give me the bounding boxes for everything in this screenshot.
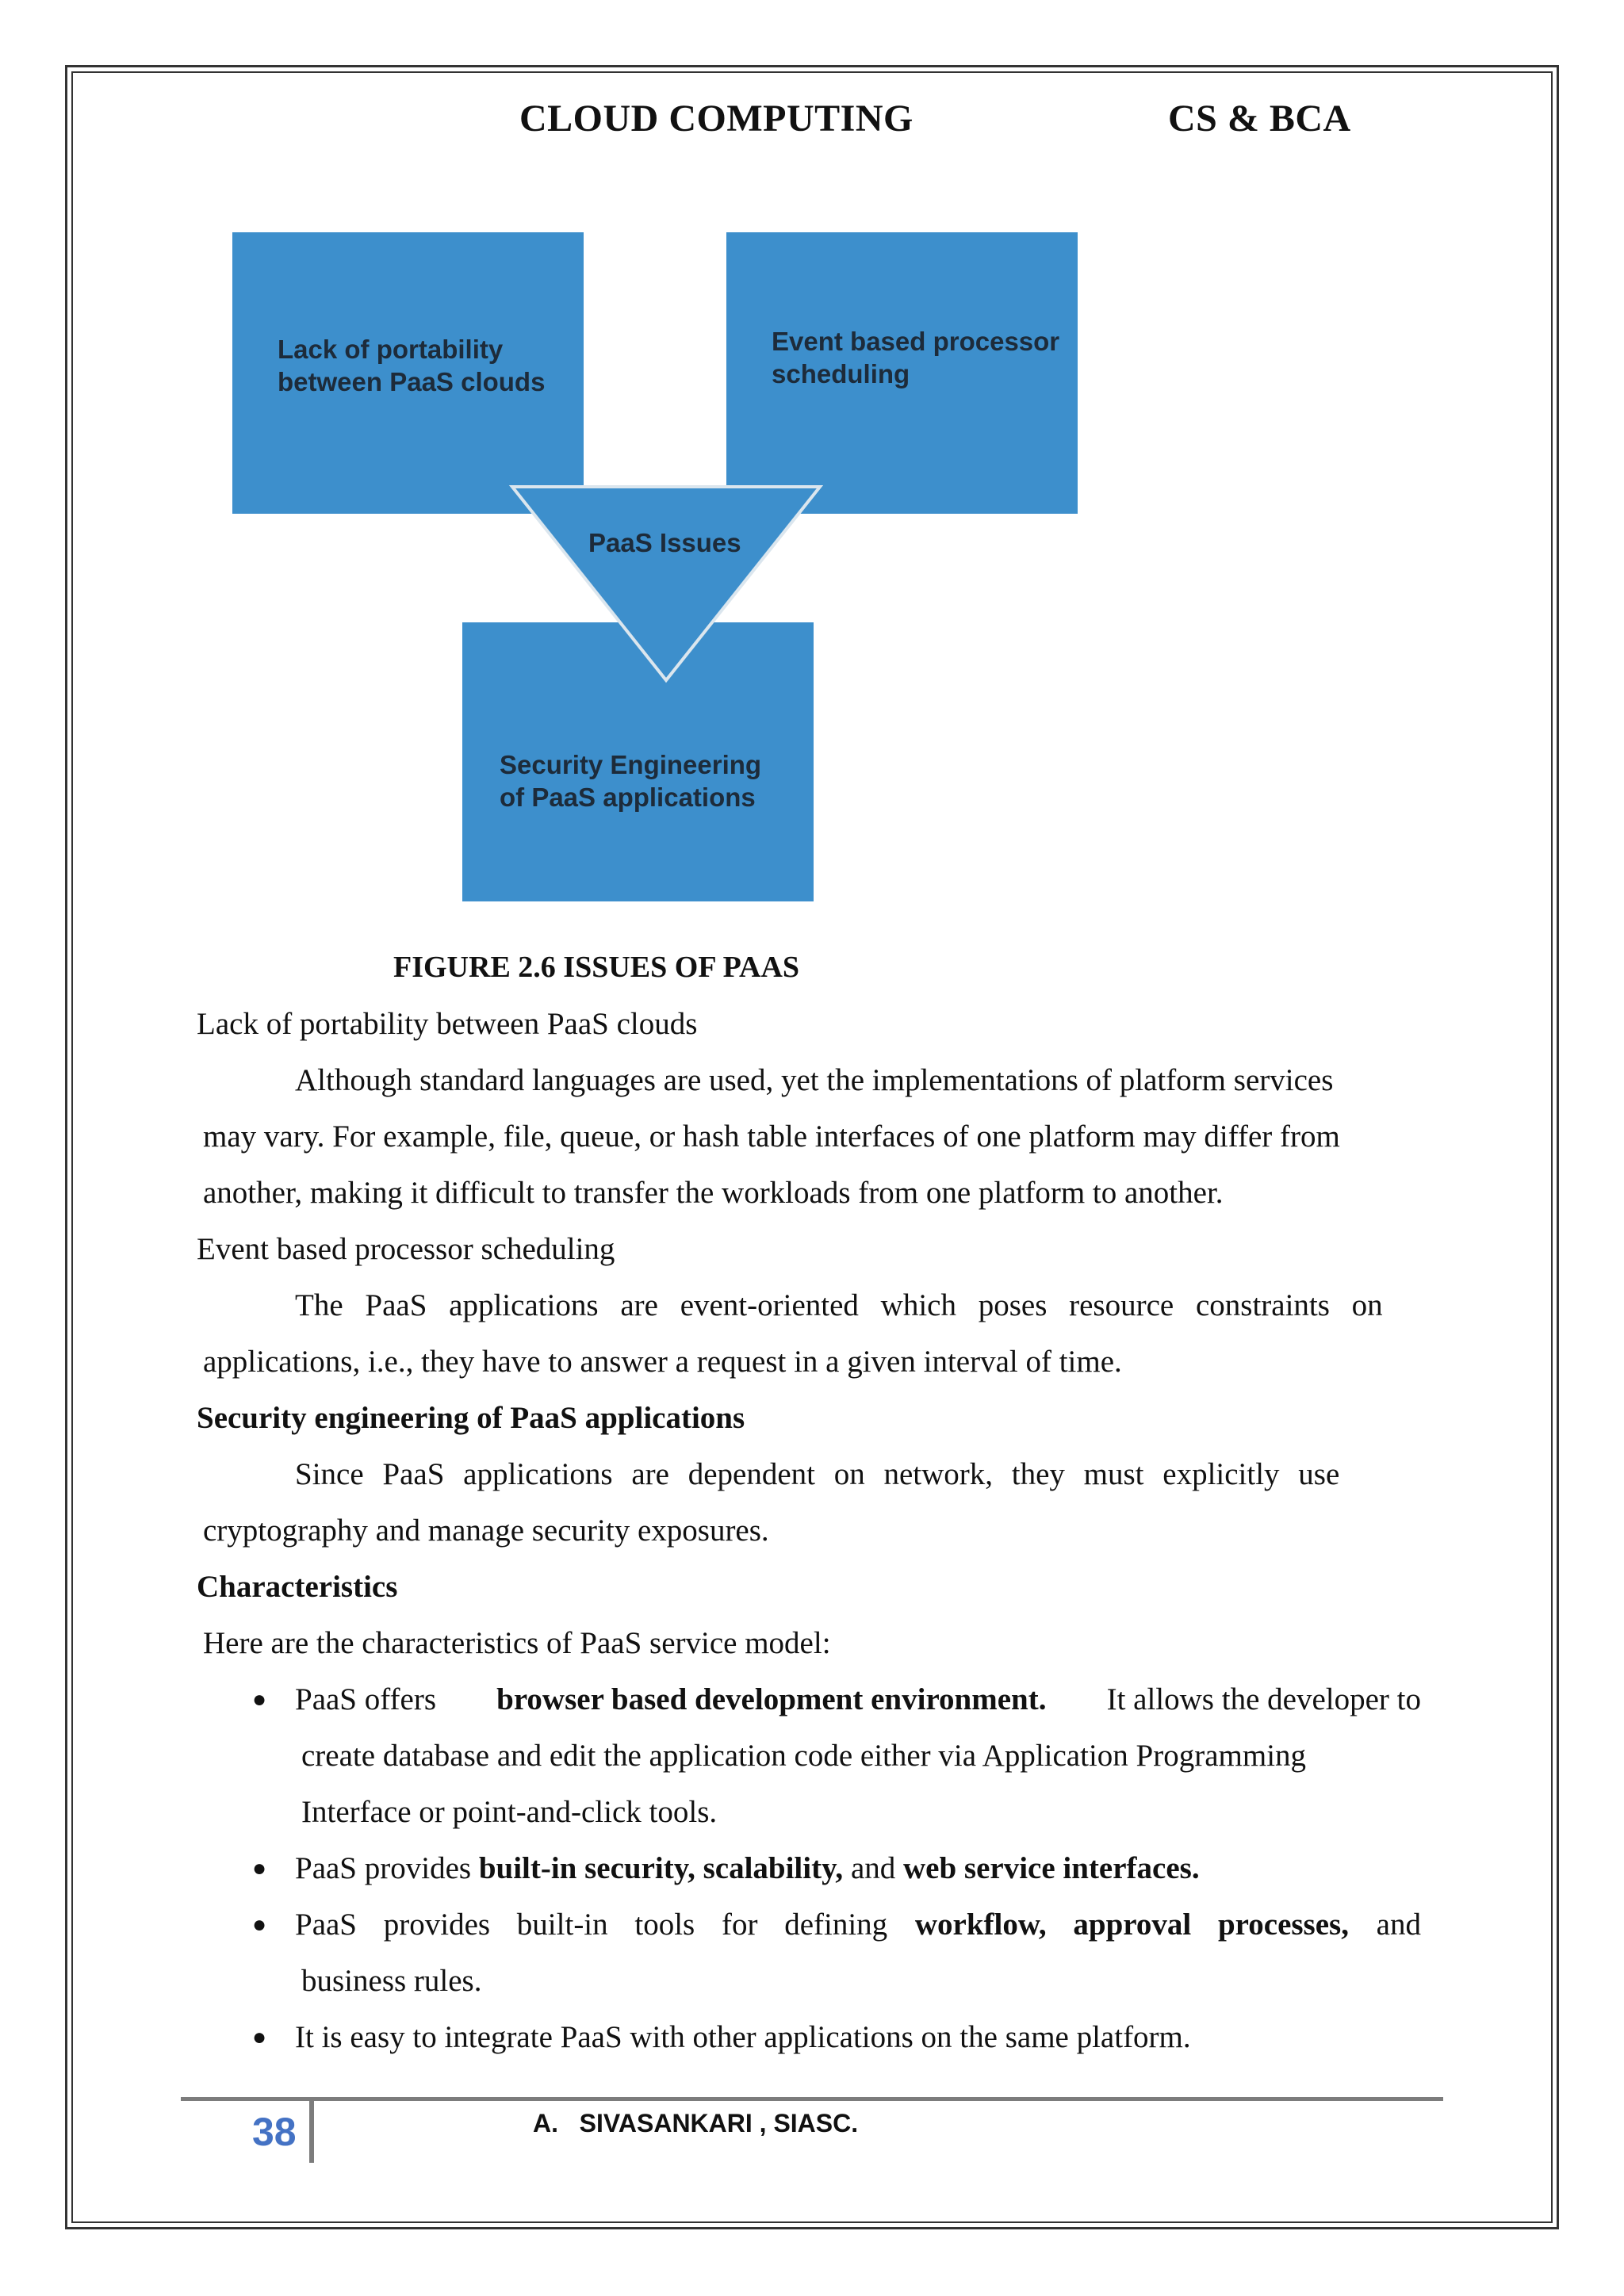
- list-item: It is easy to integrate PaaS with other applications on the same platform.: [295, 2020, 1191, 2054]
- list-item: PaaS offers browser based development environment. It allows the developer to: [295, 1682, 1421, 1716]
- header-subject: CLOUD COMPUTING: [519, 98, 914, 140]
- list-item-continued: business rules.: [301, 1964, 482, 1998]
- section-title-security: Security engineering of PaaS applications: [197, 1401, 745, 1435]
- bullet-dot: ●: [252, 1686, 267, 1712]
- paragraph-line: may vary. For example, file, queue, or hash table interfaces of one platform may differ from: [203, 1119, 1340, 1154]
- section-title-event-scheduling: Event based processor scheduling: [197, 1232, 615, 1266]
- section-title-portability: Lack of portability between PaaS clouds: [197, 1007, 698, 1041]
- paragraph-line: The PaaS applications are event-oriented which poses resource constraints on: [295, 1288, 1383, 1322]
- paragraph-line: Although standard languages are used, yet the implementations of platform services: [295, 1063, 1334, 1097]
- footer-rule: [181, 2097, 1443, 2101]
- list-item-continued: create database and edit the application code either via Application Programming: [301, 1739, 1307, 1773]
- paragraph-line: cryptography and manage security exposures.: [203, 1513, 769, 1548]
- bullet-dot: ●: [252, 2024, 267, 2050]
- paragraph-line: applications, i.e., they have to answer a request in a given interval of time.: [203, 1345, 1122, 1379]
- list-item: PaaS provides built-in tools for defining workflow, approval processes, and: [295, 1908, 1421, 1942]
- list-item: PaaS provides built-in security, scalability, and web service interfaces.: [295, 1851, 1200, 1885]
- characteristics-intro: Here are the characteristics of PaaS service model:: [203, 1626, 831, 1660]
- bullet-dot: ●: [252, 1855, 267, 1881]
- section-title-characteristics: Characteristics: [197, 1570, 398, 1604]
- header-course: CS & BCA: [1168, 98, 1351, 140]
- box-portability-label: Lack of portability between PaaS clouds: [278, 335, 546, 396]
- box-security-label: Security Engineering of PaaS applications: [500, 750, 762, 812]
- footer-divider: [309, 2101, 314, 2163]
- box-event-scheduling-label: Event based processor scheduling: [772, 327, 1060, 388]
- footer-author: A. SIVASANKARI , SIASC.: [533, 2109, 859, 2137]
- page-number: 38: [252, 2110, 297, 2154]
- paas-issues-triangle: [508, 484, 825, 686]
- paragraph-line: another, making it difficult to transfer the workloads from one platform to another.: [203, 1176, 1224, 1210]
- figure-caption: FIGURE 2.6 ISSUES OF PAAS: [393, 951, 800, 984]
- paragraph-line: Since PaaS applications are dependent on network, they must explicitly use: [295, 1457, 1340, 1491]
- list-item-continued: Interface or point-and-click tools.: [301, 1795, 718, 1829]
- triangle-label: PaaS Issues: [588, 528, 741, 557]
- bullet-dot: ●: [252, 1911, 267, 1938]
